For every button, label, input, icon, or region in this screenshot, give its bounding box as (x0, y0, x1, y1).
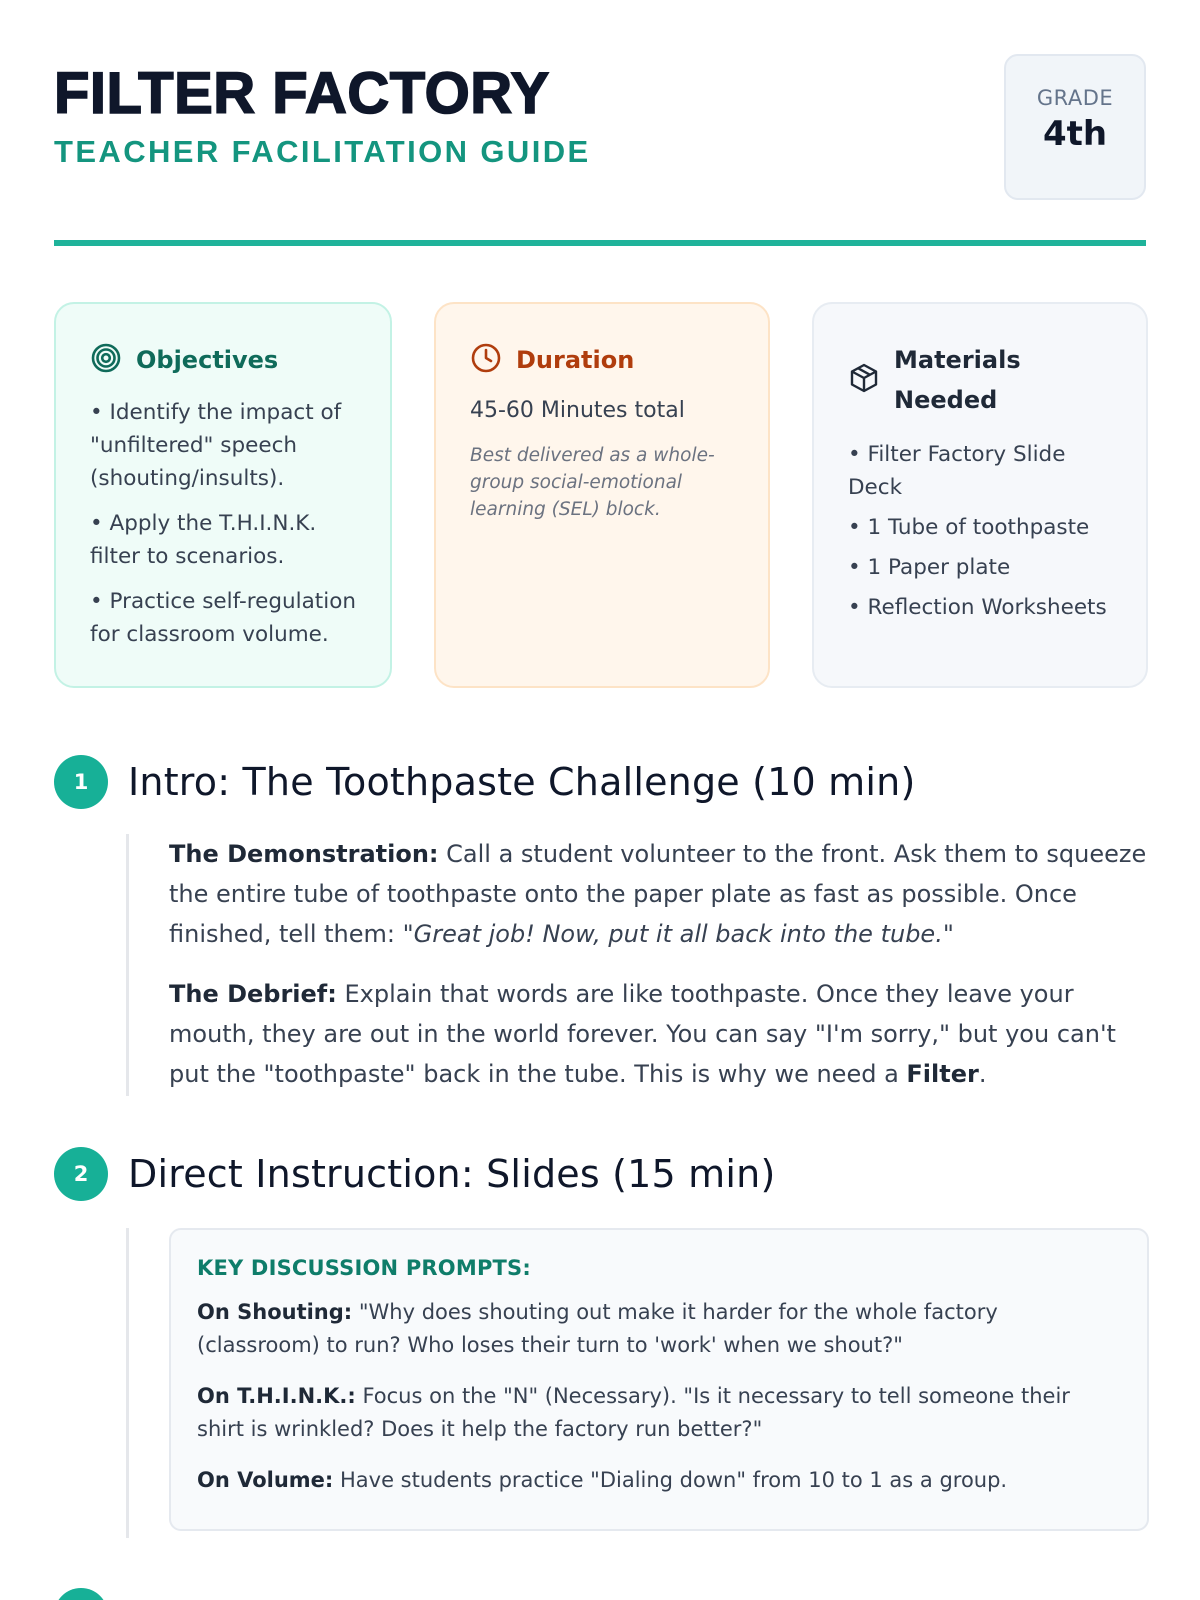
step-3-badge-partial (54, 1588, 108, 1600)
duration-card (434, 302, 770, 688)
objectives-list (90, 396, 356, 651)
demonstration-text: Call a student volunteer to the front. Ask them to squeeze the entire tube of toothpaste onto the paper plate as fast as possible. Once finished, tell them: (169, 840, 1147, 948)
demonstration-label: The Demonstration: (169, 840, 439, 868)
header-divider (54, 240, 1146, 246)
prompts-heading: KEY DISCUSSION PROMPTS: (197, 1256, 531, 1280)
grade-badge (1004, 54, 1146, 200)
debrief-paragraph (169, 974, 1149, 1094)
demonstration-paragraph (169, 834, 1149, 954)
prompt-item (197, 1296, 1121, 1362)
debrief-text: Explain that words are like toothpaste. Once they leave your mouth, they are out in the world forever. You can say "I'm sorry," but you can't put the "toothpaste" back in the tube. This is why we need a (169, 980, 1116, 1088)
debrief-end: . (978, 1060, 987, 1088)
objective-item: • Identify the impact of "unfiltered" speech (shouting/insults). (90, 400, 342, 491)
demonstration-quote: "Great job! Now, put it all back into the tube." (402, 920, 954, 948)
step-1-header (54, 754, 915, 810)
duration-title: Duration (516, 346, 635, 374)
page-subtitle: TEACHER FACILITATION GUIDE (54, 134, 591, 169)
duration-header (470, 340, 734, 380)
material-item: • Reflection Worksheets (848, 595, 1107, 620)
objectives-header (90, 340, 356, 380)
materials-title: Materials Needed (894, 346, 1021, 414)
step-title: Direct Instruction: Slides (15 min) (128, 1152, 776, 1196)
grade-value: 4th (1042, 114, 1108, 154)
duration-note: Best delivered as a whole-group social-emotional learning (SEL) block. (470, 445, 715, 520)
page-title: FILTER FACTORY (54, 61, 550, 126)
prompt-item (197, 1380, 1121, 1446)
discussion-prompts-box (169, 1228, 1149, 1531)
target-icon (90, 342, 122, 378)
prompt-text: Have students practice "Dialing down" from 10 to 1 as a group. (333, 1468, 1008, 1492)
objective-item: • Practice self-regulation for classroom volume. (90, 589, 356, 647)
box-icon (848, 362, 880, 398)
prompt-label: On Shouting: (197, 1300, 353, 1324)
clock-icon (470, 342, 502, 378)
material-item: • 1 Paper plate (848, 555, 1011, 580)
objectives-title: Objectives (136, 346, 279, 374)
prompt-label: On T.H.I.N.K.: (197, 1384, 356, 1408)
duration-total: 45-60 Minutes total (470, 398, 685, 423)
prompt-item (197, 1464, 1121, 1497)
prompt-text: "Why does shouting out make it harder for the whole factory (classroom) to run? Who loses their turn to 'work' when we shout?" (197, 1300, 998, 1357)
objectives-card (54, 302, 392, 688)
page-header (54, 54, 1146, 204)
prompt-label: On Volume: (197, 1468, 334, 1492)
material-item: • Filter Factory Slide Deck (848, 442, 1066, 500)
step-title: Intro: The Toothpaste Challenge (10 min) (128, 760, 916, 804)
materials-list (848, 438, 1112, 624)
prompt-text: Focus on the "N" (Necessary). "Is it necessary to tell someone their shirt is wrinkled? Does it help the factory run better?" (197, 1384, 1070, 1441)
debrief-label: The Debrief: (169, 980, 337, 1008)
step-number-badge: 2 (54, 1147, 108, 1201)
step-2-header (54, 1146, 775, 1202)
materials-card (812, 302, 1148, 688)
material-item: • 1 Tube of toothpaste (848, 515, 1090, 540)
materials-header (848, 340, 1112, 420)
step-1-body (126, 834, 1149, 1096)
step-number-badge: 1 (54, 755, 108, 809)
objective-item: • Apply the T.H.I.N.K. filter to scenarios. (90, 511, 317, 569)
step-2-body (126, 1228, 1149, 1538)
debrief-emphasis: Filter (906, 1060, 979, 1088)
grade-label: GRADE (1036, 86, 1114, 110)
